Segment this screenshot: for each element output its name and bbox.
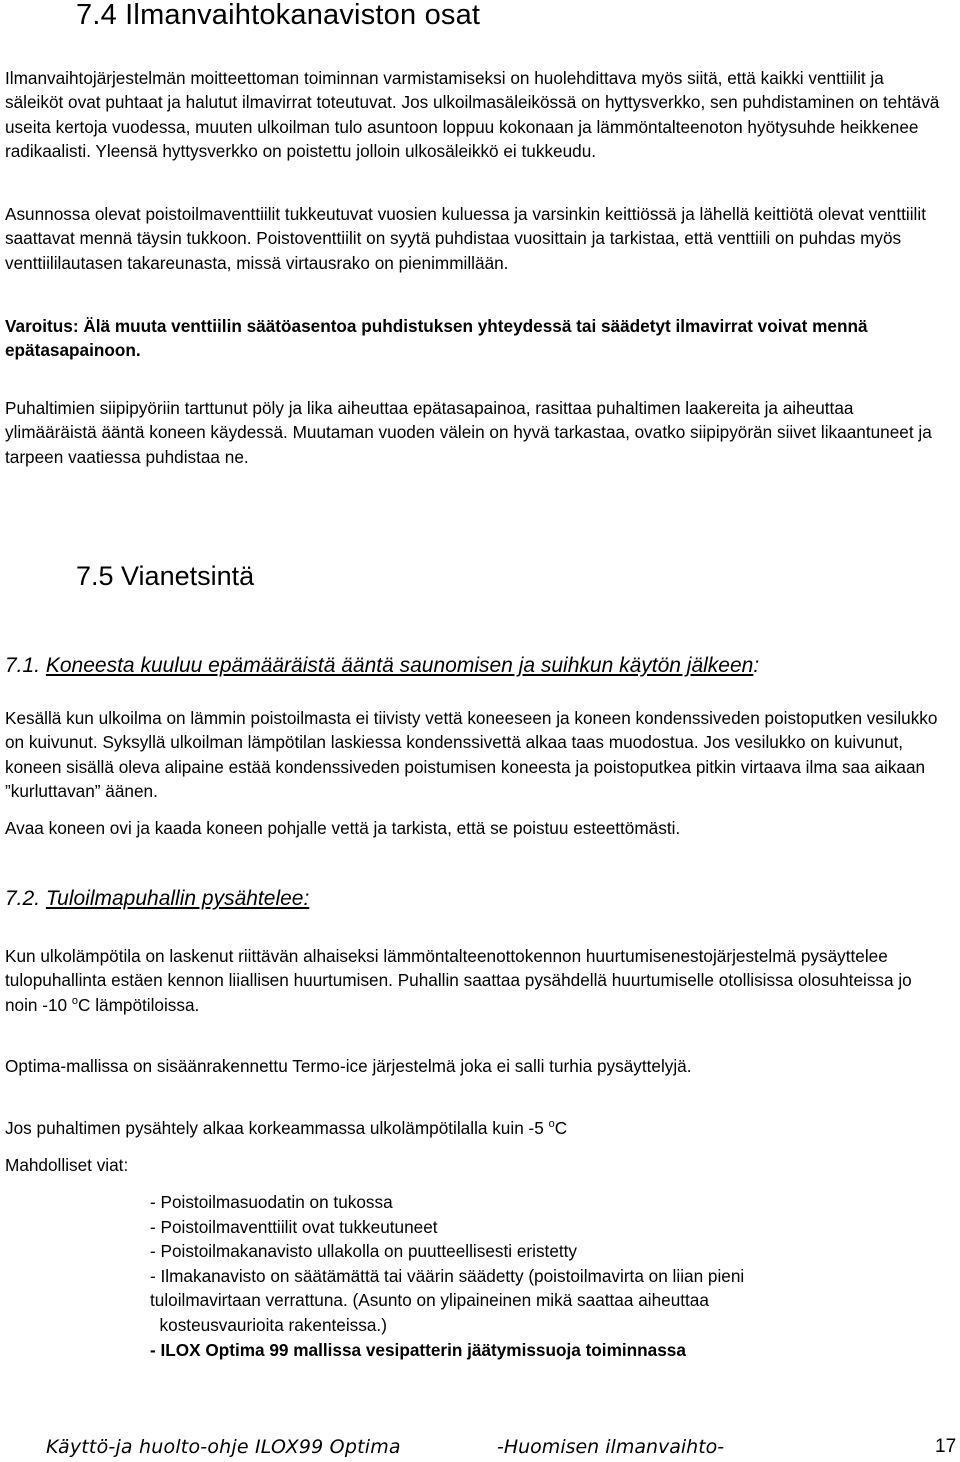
list-item: - Poistoilmakanavisto ullakolla on puutteellisesti eristetty: [150, 1241, 578, 1262]
list-item: - Ilmakanavisto on säätämättä tai väärin säädetty (poistoilmavirta on liian pieni: [150, 1265, 745, 1286]
footer-slogan: -Huomisen ilmanvaihto-: [497, 1436, 725, 1458]
paragraph-exhaust-valves: Asunnossa olevat poistoilmaventtiilit tukkeutuvat vuosien kuluessa ja varsinkin keittiössä ja lähellä keittiötä olevat venttiilit saattavat mennä täysin tukkoon. Poistoventtiilit on syytä puhdistaa vuosittain ja tarkistaa, että venttiili on puhdas myös venttiililautasen takareunasta, missä virtausrako on pienimmillään.: [5, 204, 926, 273]
possible-faults-label: Mahdolliset viat:: [5, 1155, 129, 1175]
paragraph-condensate-fix: Avaa koneen ovi ja kaada koneen pohjalle vettä ja tarkista, että se poistuu esteettömästi.: [5, 818, 681, 838]
paragraph-fan-impellers: Puhaltimien siipipyöriin tarttunut pöly ja lika aiheuttaa epätasapainoa, rasittaa puhaltimen laakereita ja aiheuttaa ylimääräistä ääntä koneen käydessä. Muutaman vuoden välein on hyvä tarkastaa, ovatko siipipyörän siivet likaantuneet ja tarpeen vaatiessa puhdistaa ne.: [5, 398, 932, 467]
footer-manual-title: Käyttö-ja huolto-ohje ILOX99 Optima: [46, 1436, 401, 1458]
issue-heading-7-1: [5, 653, 759, 679]
paragraph-maintenance-intro: Ilmanvaihtojärjestelmän moitteettoman toiminnan varmistamiseksi on huolehdittava myös siitä, että kaikki venttiilit ja säleiköt ovat puhtaat ja halutut ilmavirrat toteutuvat. Jos ulkoilmasäleikössä on hyttysverkko, sen puhdistaminen on tehtävä useita kertoja vuodessa, muuten ulkoilman tulo asuntoon loppuu kokonaan ja lämmöntalteenoton hyötysuhde heikkenee radikaalisti. Yleensä hyttysverkko on poistettu jolloin ulkosäleikkö ei tukkeudu.: [5, 68, 940, 161]
section-heading-7-4: 7.4 Ilmanvaihtokanaviston osat: [76, 0, 481, 31]
issue-number: 7.1.: [5, 654, 41, 677]
issue-number: 7.2.: [5, 887, 41, 910]
issue-title-colon: :: [753, 654, 760, 677]
fault-list: [150, 1190, 940, 1362]
page-number: 17: [935, 1436, 957, 1457]
list-item: - Poistoilmaventtiilit ovat tukkeutuneet: [150, 1216, 438, 1237]
issue-heading-7-2: [5, 886, 309, 912]
section-heading-7-5: 7.5 Vianetsintä: [76, 561, 255, 591]
paragraph-high-temp-stops: Jos puhaltimen pysähtely alkaa korkeammassa ulkolämpötilalla kuin -5 $^o$C: [5, 1118, 568, 1138]
paragraph-frost-protection: Kun ulkolämpötila on laskenut riittävän alhaiseksi lämmöntalteenottokennon huurtumisenestojärjestelmä pysäyttelee tulopuhallinta estäen kennon liiallisen huurtumisen. Puhallin saattaa pysähdellä huurtumiselle otollisissa olosuhteissa jo noin -10 $^o$C lämpötiloissa.: [5, 946, 912, 1015]
list-item-bold: - ILOX Optima 99 mallissa vesipatterin jäätymissuoja toiminnassa: [150, 1339, 686, 1360]
paragraph-condensate-noise: Kesällä kun ulkoilma on lämmin poistoilmasta ei tiivisty vettä koneeseen ja koneen kondenssiveden poistoputken vesilukko on kuivunut. Syksyllä ulkoilman lämpötilan laskiessa kondenssivettä alkaa taas muodostua. Jos vesilukko on kuivunut, koneen sisällä oleva alipaine estää kondenssiveden poistumisen koneesta ja poistoputkea pitkin virtaava ilma saa aikaan ”kurluttavan” äänen.: [5, 708, 938, 801]
list-item: kosteusvaurioita rakenteissa.): [150, 1314, 387, 1335]
paragraph-termo-ice: Optima-mallissa on sisäänrakennettu Termo-ice järjestelmä joka ei salli turhia pysäyttelyjä.: [5, 1056, 692, 1076]
issue-title: Tuloilmapuhallin pysähtelee:: [45, 887, 310, 910]
issue-title: Koneesta kuuluu epämääräistä ääntä saunomisen ja suihkun käytön jälkeen: [45, 654, 754, 677]
list-item: - Poistoilmasuodatin on tukossa: [150, 1192, 393, 1212]
warning-text: Varoitus: Älä muuta venttiilin säätöasentoa puhdistuksen yhteydessä tai säädetyt ilmavirrat voivat mennä epätasapainoon.: [5, 316, 868, 361]
list-item: tuloilmavirtaan verrattuna. (Asunto on ylipaineinen mikä saattaa aiheuttaa: [150, 1290, 709, 1311]
